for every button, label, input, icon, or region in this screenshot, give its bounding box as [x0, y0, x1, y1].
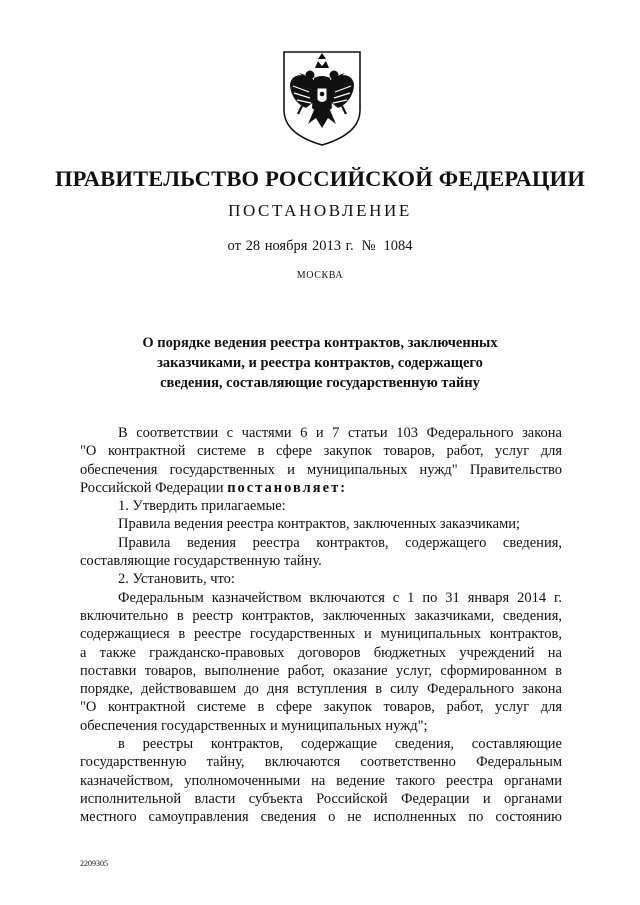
decree-date-number: [0, 238, 640, 255]
item-1-rule-b: [80, 534, 562, 571]
body-line: государственную тайну, включаются соответственно Федеральным: [80, 754, 562, 771]
body-line: поставки товаров, выполнение работ, оказание услуг, сформированном в: [80, 662, 562, 679]
resolves-word: постановляет:: [227, 479, 348, 496]
government-name: ПРАВИТЕЛЬСТВО РОССИЙСКОЙ ФЕДЕРАЦИИ: [54, 166, 586, 191]
body-line: В соответствии с частями 6 и 7 статьи 103 Федерального закона: [118, 425, 562, 441]
decree-number: 1084: [383, 238, 413, 254]
body-line: порядке, действовавшем до дня вступления в силу Федерального закона: [80, 681, 562, 698]
body-line: обеспечения государственных и муниципальных нужд" Правительство: [80, 461, 562, 478]
body-line: включительно в реестр контрактов, заключенных заказчиками, сведения,: [80, 607, 562, 624]
decree-type: ПОСТАНОВЛЕНИЕ: [228, 201, 412, 220]
document-code: 2209305: [80, 859, 108, 868]
body-line: обеспечения государственных и муниципальных нужд";: [80, 717, 428, 734]
item-2-paragraph-b: [80, 735, 562, 826]
title-line: заказчиками, и реестра контрактов, содержащего: [157, 355, 483, 371]
coat-of-arms-emblem: [278, 48, 366, 148]
item-2: 2. Установить, что:: [118, 571, 235, 588]
body-line: содержащиеся в реестре государственных и муниципальных контрактов,: [80, 626, 562, 643]
body-line: а также гражданско-правовых договоров бюджетных учреждений на: [80, 644, 562, 661]
item-2-paragraph-a: [80, 589, 562, 735]
body-line: исполнительной власти субъекта Российской Федерации и органами: [80, 790, 562, 807]
document-body: [80, 424, 562, 827]
preamble-paragraph: [80, 424, 562, 497]
body-line: составляющие государственную тайну.: [80, 553, 322, 570]
title-line: О порядке ведения реестра контрактов, заключенных: [142, 335, 498, 351]
body-line: [80, 479, 562, 497]
item-1-rule-a: Правила ведения реестра контрактов, заключенных заказчиками;: [118, 516, 521, 533]
body-line: в реестры контрактов, содержащие сведения, составляющие: [118, 736, 562, 753]
body-line: казначейством, уполномоченными на ведение такого реестра органами: [80, 772, 562, 789]
body-line: "О контрактной системе в сфере закупок товаров, работ, услуг для: [80, 699, 562, 716]
document-title: [0, 333, 640, 393]
decree-number-label: №: [361, 238, 376, 254]
item-1: 1. Утвердить прилагаемые:: [118, 498, 286, 515]
decree-date: от 28 ноября 2013 г.: [227, 238, 354, 254]
city: МОСКВА: [296, 270, 344, 281]
body-line: "О контрактной системе в сфере закупок товаров, работ, услуг для: [80, 443, 562, 460]
body-line: Федеральным казначейством включаются с 1 по 31 января 2014 г.: [118, 589, 562, 606]
title-line: сведения, составляющие государственную тайну: [160, 375, 480, 391]
preamble-subject: Российской Федерации: [80, 479, 224, 496]
body-line: местного самоуправления сведения о не исполненных по состоянию: [80, 809, 562, 826]
body-line: Правила ведения реестра контрактов, содержащего сведения,: [118, 534, 562, 551]
